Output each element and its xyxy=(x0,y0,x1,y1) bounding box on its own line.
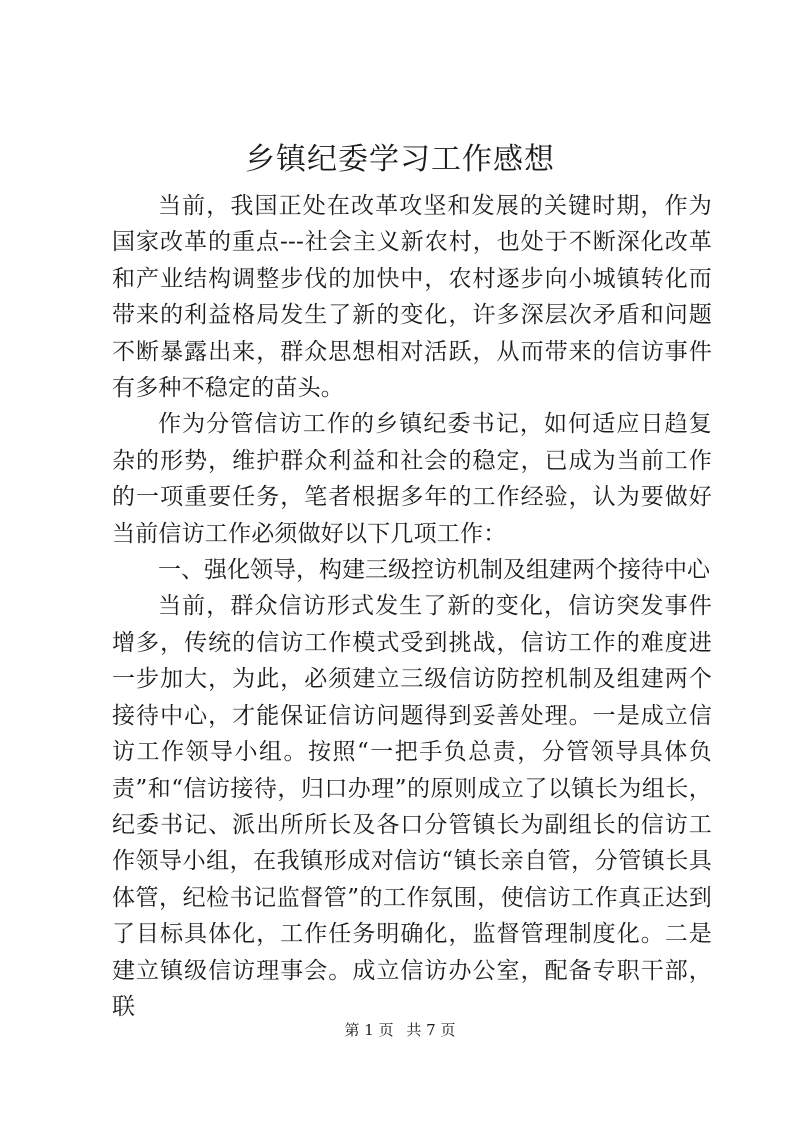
paragraph: 当前，我国正处在改革攻坚和发展的关键时期，作为国家改革的重点---社会主义新农村，也处于不断深化改革和产业结构调整步伐的加快中，农村逐步向小城镇转化而带来的利益格局发生了新的变化，许多深层次矛盾和问题不断暴露出来，群众思想相对活跃，从而带来的信访事件有多种不稳定的苗头。 xyxy=(112,193,712,402)
page-footer xyxy=(0,1020,800,1040)
paragraph: 作为分管信访工作的乡镇纪委书记，如何适应日趋复杂的形势，维护群众利益和社会的稳定，已成为当前工作的一项重要任务，笔者根据多年的工作经验，认为要做好当前信访工作必须做好以下几项工作： xyxy=(112,411,712,547)
page-number: 第 1 页 xyxy=(344,1021,394,1039)
section-heading: 一、强化领导，构建三级控访机制及组建两个接待中心 xyxy=(158,557,710,584)
document-body xyxy=(112,188,712,1025)
page-total: 共 7 页 xyxy=(406,1021,456,1039)
paragraph: 当前，群众信访形式发生了新的变化，信访突发事件增多，传统的信访工作模式受到挑战，信访工作的难度进一步加大，为此，必须建立三级信访防控机制及组建两个接待中心，才能保证信访问题得到妥善处理。一是成立信访工作领导小组。按照“一把手负总责，分管领导具体负责”和“信访接待，归口办理”的原则成立了以镇长为组长，纪委书记、派出所所长及各口分管镇长为副组长的信访工作领导小组，在我镇形成对信访“镇长亲自管，分管镇长具体管，纪检书记监督管”的工作氛围，使信访工作真正达到了目标具体化，工作任务明确化，监督管理制度化。二是建立镇级信访理事会。成立信访办公室，配备专职干部，联 xyxy=(112,593,712,1020)
document-title: 乡镇纪委学习工作感想 xyxy=(245,142,555,177)
